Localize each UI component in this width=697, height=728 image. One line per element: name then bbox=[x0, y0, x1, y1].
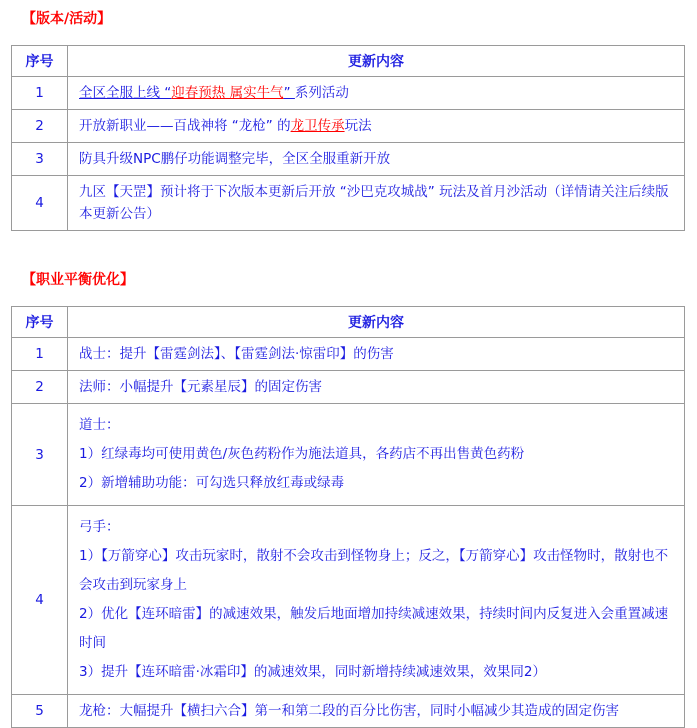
body-text: 系列活动 bbox=[294, 85, 349, 101]
content-line bbox=[79, 82, 674, 104]
body-text: 防具升级NPC鹏仔功能调整完毕，全区全服重新开放 bbox=[79, 151, 391, 167]
content-line bbox=[79, 181, 674, 225]
section-title: 【版本/活动】 bbox=[22, 11, 112, 27]
body-text: 开放新职业——百战神将 “龙枪” 的 bbox=[79, 118, 291, 134]
row-content-cell bbox=[68, 371, 685, 404]
table-header-row bbox=[12, 46, 685, 77]
row-number-cell: 3 bbox=[12, 404, 68, 506]
body-text: 弓手： bbox=[79, 519, 120, 535]
cell-body bbox=[68, 695, 684, 727]
body-text: 战士：提升【雷霆剑法】、【雷霆剑法·惊雷印】的伤害 bbox=[79, 346, 394, 362]
cell-body bbox=[68, 176, 684, 230]
header-cell-content: 更新内容 bbox=[68, 307, 685, 338]
table-row bbox=[12, 110, 685, 143]
highlight-text: 迎春预热 属实牛气 bbox=[171, 85, 284, 101]
table-row bbox=[12, 506, 685, 695]
body-text: 全区全服上线 bbox=[79, 85, 160, 101]
body-text: 玩法 bbox=[344, 118, 372, 134]
section-title: 【职业平衡优化】 bbox=[22, 272, 134, 288]
content-line bbox=[79, 542, 674, 600]
row-content-cell bbox=[68, 77, 685, 110]
row-number-cell: 1 bbox=[12, 338, 68, 371]
row-content-cell bbox=[68, 143, 685, 176]
content-line bbox=[79, 469, 674, 498]
table-row bbox=[12, 176, 685, 231]
table-row bbox=[12, 143, 685, 176]
table-header-row bbox=[12, 307, 685, 338]
update-table bbox=[11, 45, 685, 231]
row-content-cell bbox=[68, 506, 685, 695]
table-wrapper bbox=[0, 306, 697, 728]
row-number-cell: 2 bbox=[12, 371, 68, 404]
content-line bbox=[79, 600, 674, 658]
body-text: 3）提升【连环暗雷·冰霜印】的减速效果，同时新增持续减速效果，效果同2） bbox=[79, 664, 546, 680]
cell-body bbox=[68, 110, 684, 142]
row-number-cell: 1 bbox=[12, 77, 68, 110]
row-content-cell bbox=[68, 176, 685, 231]
spacer bbox=[0, 290, 697, 306]
row-number-cell: 4 bbox=[12, 176, 68, 231]
content-line bbox=[79, 658, 674, 687]
body-text: 法师：小幅提升【元素星辰】的固定伤害 bbox=[79, 379, 322, 395]
row-content-cell bbox=[68, 338, 685, 371]
content-line bbox=[79, 343, 674, 365]
row-number-cell: 3 bbox=[12, 143, 68, 176]
body-text: 1）【万箭穿心】攻击玩家时，散射不会攻击到怪物身上；反之，【万箭穿心】攻击怪物时，散射也不会攻击到玩家身上 bbox=[79, 548, 669, 593]
row-content-cell bbox=[68, 110, 685, 143]
cell-body bbox=[68, 143, 684, 175]
table-wrapper bbox=[0, 45, 697, 231]
header-cell-no: 序号 bbox=[12, 307, 68, 338]
row-content-cell bbox=[68, 404, 685, 506]
body-text: 1）红绿毒均可使用黄色/灰色药粉作为施法道具，各药店不再出售黄色药粉 bbox=[79, 446, 525, 462]
content-line bbox=[79, 411, 674, 440]
cell-body bbox=[68, 404, 684, 505]
table-row bbox=[12, 404, 685, 506]
body-text: 龙枪：大幅提升【横扫六合】第一和第二段的百分比伤害，同时小幅减少其造成的固定伤害 bbox=[79, 703, 619, 719]
body-text: 2）优化【连环暗雷】的减速效果，触发后地面增加持续减速效果，持续时间内反复进入会重置减速时间 bbox=[79, 606, 669, 651]
content-line bbox=[79, 440, 674, 469]
spacer bbox=[0, 29, 697, 45]
body-text: ” bbox=[283, 85, 295, 101]
row-number-cell: 4 bbox=[12, 506, 68, 695]
table-row bbox=[12, 77, 685, 110]
content-line bbox=[79, 115, 674, 137]
cell-body bbox=[68, 506, 684, 694]
body-text: 九区【天罡】预计将于下次版本更新后开放 “沙巴克攻城战” 玩法及首月沙活动（详情请关注后续版本更新公告） bbox=[79, 184, 669, 222]
header-cell-no: 序号 bbox=[12, 46, 68, 77]
body-text: “ bbox=[160, 85, 172, 101]
content-line bbox=[79, 700, 674, 722]
header-cell-content: 更新内容 bbox=[68, 46, 685, 77]
body-text: 道士： bbox=[79, 417, 120, 433]
highlight-text: 龙卫传承 bbox=[290, 118, 345, 134]
row-number-cell: 2 bbox=[12, 110, 68, 143]
cell-body bbox=[68, 371, 684, 403]
table-row bbox=[12, 371, 685, 404]
body-text: 2）新增辅助功能：可勾选只释放红毒或绿毒 bbox=[79, 475, 345, 491]
cell-body bbox=[68, 338, 684, 370]
update-table bbox=[11, 306, 685, 728]
section-spacer bbox=[0, 231, 697, 261]
content-line bbox=[79, 148, 674, 170]
content-line bbox=[79, 513, 674, 542]
row-number-cell: 5 bbox=[12, 695, 68, 728]
cell-body bbox=[68, 77, 684, 109]
table-row bbox=[12, 338, 685, 371]
content-line bbox=[79, 376, 674, 398]
